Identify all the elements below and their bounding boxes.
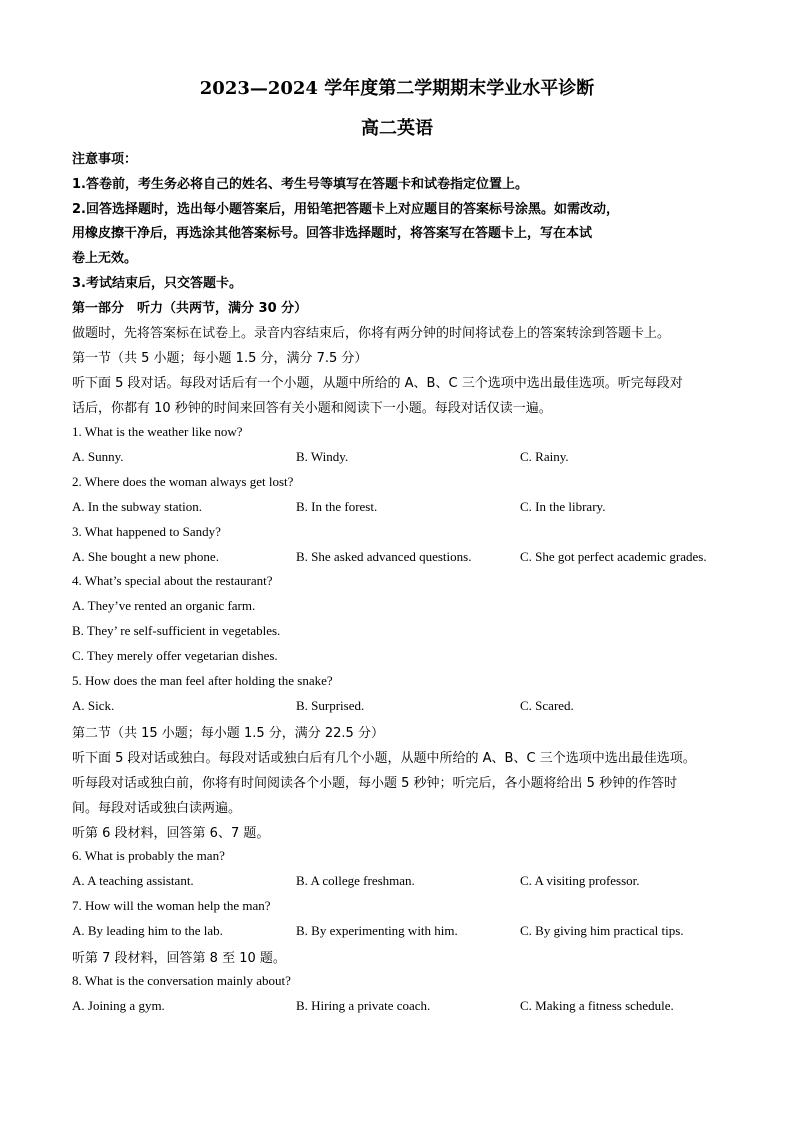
question-4-option-a: A. They’ve rented an organic farm. xyxy=(72,598,256,613)
question-6-option-a: A. A teaching assistant. xyxy=(72,873,194,888)
part1-instruction: 做题时，先将答案标在试卷上。录音内容结束后，你将有两分钟的时间将试卷上的答案转涂到答题卡上。 xyxy=(72,326,671,341)
question-2-option-b: B. In the forest. xyxy=(296,499,378,514)
question-3-option-a: A. She bought a new phone. xyxy=(72,549,219,564)
section2-intro-line-1: 听下面 5 段对话或独白。每段对话或独白后有几个小题，从题中所给的 A、B、C 三个选项中选出最佳选项。 xyxy=(72,751,696,766)
section2-intro-line-2: 听每段对话或独白前，你将有时间阅读各个小题，每小题 5 秒钟；听完后，各小题将给出 5 秒钟的作答时 xyxy=(72,776,678,791)
note-2-line-3: 卷上无效。 xyxy=(72,251,138,266)
question-4-option-b: B. They’ re self-sufficient in vegetables. xyxy=(72,623,281,638)
question-6-option-c: C. A visiting professor. xyxy=(520,873,640,888)
question-5-option-c: C. Scared. xyxy=(520,698,574,713)
question-3-stem: 3. What happened to Sandy? xyxy=(72,524,221,539)
question-4-option-c: C. They merely offer vegetarian dishes. xyxy=(72,648,278,663)
question-1-option-b: B. Windy. xyxy=(296,449,349,464)
question-1-option-a: A. Sunny. xyxy=(72,449,124,464)
part1-heading: 第一部分 听力（共两节，满分 30 分） xyxy=(72,301,308,316)
question-7-option-c: C. By giving him practical tips. xyxy=(520,923,684,938)
question-2-stem: 2. Where does the woman always get lost? xyxy=(72,474,294,489)
question-5-option-a: A. Sick. xyxy=(72,698,115,713)
question-8-option-b: B. Hiring a private coach. xyxy=(296,998,431,1013)
exam-title: 2023—2024 学年度第二学期期末学业水平诊断 xyxy=(199,78,595,99)
question-8-stem: 8. What is the conversation mainly about? xyxy=(72,973,291,988)
notes-heading: 注意事项： xyxy=(72,152,138,167)
question-1-stem: 1. What is the weather like now? xyxy=(72,424,243,439)
note-1: 1.答卷前，考生务必将自己的姓名、考生号等填写在答题卡和试卷指定位置上。 xyxy=(72,177,528,192)
question-7-stem: 7. How will the woman help the man? xyxy=(72,898,271,913)
question-2-option-a: A. In the subway station. xyxy=(72,499,202,514)
section2-heading: 第二节（共 15 小题；每小题 1.5 分，满分 22.5 分） xyxy=(72,726,384,741)
question-8-option-c: C. Making a fitness schedule. xyxy=(520,998,674,1013)
question-8-option-a: A. Joining a gym. xyxy=(72,998,165,1013)
question-7-option-b: B. By experimenting with him. xyxy=(296,923,458,938)
section1-intro-line-1: 听下面 5 段对话。每段对话后有一个小题，从题中所给的 A、B、C 三个选项中选出最佳选项。听完每段对 xyxy=(72,376,683,391)
note-3: 3.考试结束后，只交答题卡。 xyxy=(72,276,242,291)
note-2-line-1: 2.回答选择题时，选出每小题答案后，用铅笔把答题卡上对应题目的答案标号涂黑。如需改动， xyxy=(72,202,619,217)
question-5-option-b: B. Surprised. xyxy=(296,698,365,713)
question-7-option-a: A. By leading him to the lab. xyxy=(72,923,223,938)
question-1-option-c: C. Rainy. xyxy=(520,449,569,464)
material-7-instruction: 听第 7 段材料，回答第 8 至 10 题。 xyxy=(72,951,286,966)
section1-intro-line-2: 话后，你都有 10 秒钟的时间来回答有关小题和阅读下一小题。每段对话仅读一遍。 xyxy=(72,401,552,416)
note-2-line-2: 用橡皮擦干净后，再选涂其他答案标号。回答非选择题时，将答案写在答题卡上，写在本试 xyxy=(72,226,593,241)
question-3-option-b: B. She asked advanced questions. xyxy=(296,549,472,564)
question-3-option-c: C. She got perfect academic grades. xyxy=(520,549,707,564)
question-5-stem: 5. How does the man feel after holding the snake? xyxy=(72,673,333,688)
question-6-stem: 6. What is probably the man? xyxy=(72,848,225,863)
exam-subtitle: 高二英语 xyxy=(361,118,433,139)
section1-heading: 第一节（共 5 小题；每小题 1.5 分，满分 7.5 分） xyxy=(72,351,368,366)
material-6-instruction: 听第 6 段材料，回答第 6、7 题。 xyxy=(72,826,270,841)
question-4-stem: 4. What’s special about the restaurant? xyxy=(72,573,273,588)
question-6-option-b: B. A college freshman. xyxy=(296,873,415,888)
section2-intro-line-3: 间。每段对话或独白读两遍。 xyxy=(72,801,242,816)
question-2-option-c: C. In the library. xyxy=(520,499,606,514)
